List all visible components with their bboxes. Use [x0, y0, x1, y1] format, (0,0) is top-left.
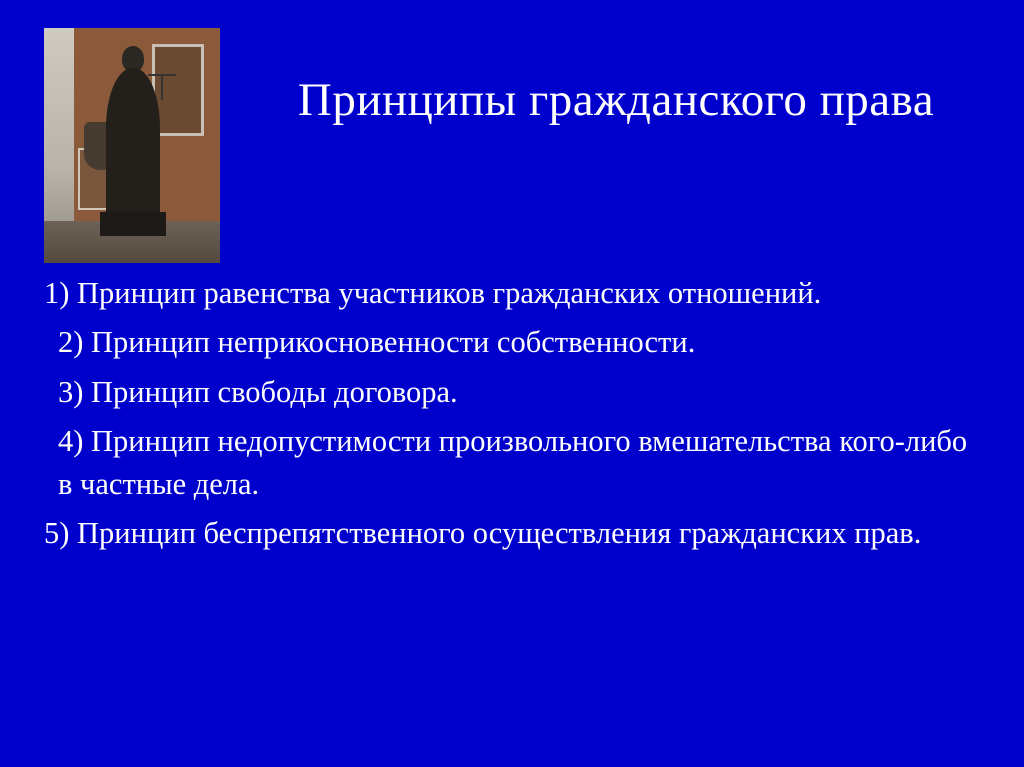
statue-figure — [102, 46, 164, 236]
slide-header — [0, 22, 1024, 257]
statue-body — [106, 68, 160, 218]
statue-base — [100, 212, 166, 236]
page-title: Принципы гражданского права — [297, 74, 935, 126]
principles-list — [44, 272, 974, 562]
statue-of-justice-photo — [44, 28, 220, 263]
list-item: 2) Принцип неприкосновенности собственности. — [58, 325, 696, 360]
list-item: 1) Принцип равенства участников гражданских отношений. — [44, 276, 822, 310]
list-item: 3) Принцип свободы договора. — [58, 374, 458, 409]
list-item: 5) Принцип беспрепятственного осуществления гражданских прав. — [44, 516, 922, 551]
list-item: 4) Принцип недопустимости произвольного вмешательства кого-либо в частные дела. — [58, 423, 968, 502]
